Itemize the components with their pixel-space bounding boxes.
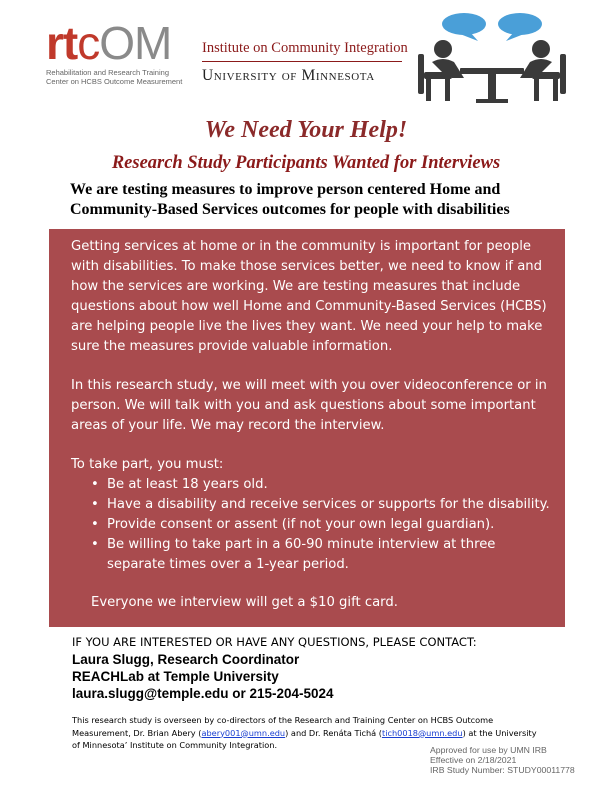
- page-subtitle: Research Study Participants Wanted for Interviews: [111, 153, 501, 173]
- irb-approval-stamp: [430, 745, 610, 775]
- rtcom-sub-line1: Rehabilitation and Research Training: [46, 68, 169, 77]
- ici-logo: [202, 40, 408, 85]
- contact-name: Laura Slugg, Research Coordinator: [72, 652, 300, 667]
- requirements-lead: To take part, you must:: [71, 457, 224, 472]
- requirement-item: • Have a disability and receive services or supports for the disability.: [91, 495, 551, 515]
- irb-line-3: IRB Study Number: STUDY00011778: [430, 765, 575, 775]
- contact-org: REACHLab at Temple University: [72, 669, 279, 684]
- ici-name: Institute on Community Integration: [202, 40, 402, 62]
- abery-email-link[interactable]: abery001@umn.edu: [201, 727, 286, 738]
- irb-line-1: Approved for use by UMN IRB: [430, 745, 547, 755]
- university-name: University of Minnesota: [202, 67, 375, 84]
- gift-card-note: Everyone we interview will get a $10 gift card.: [91, 595, 398, 610]
- rtcom-subtitle: [46, 68, 186, 86]
- ticha-email-link[interactable]: tich0018@umn.edu: [381, 727, 463, 738]
- header: [0, 0, 612, 110]
- meeting-people-icon: [412, 10, 572, 108]
- rtcom-wordmark: [46, 17, 186, 69]
- info-panel: [49, 229, 565, 627]
- rtcom-sub-line2: Center on HCBS Outcome Measurement: [46, 77, 183, 86]
- rtcom-logo: [46, 17, 186, 100]
- requirement-item: • Be at least 18 years old.: [91, 475, 551, 495]
- speech-bubble-right-icon: [498, 13, 542, 41]
- footer-text-3: ) at the University of Minnesota’ Institute on Community Integration.: [72, 727, 537, 750]
- requirement-item: • Provide consent or assent (if not your own legal guardian).: [91, 515, 551, 535]
- irb-line-2: Effective on 2/18/2021: [430, 755, 517, 765]
- requirements-list: [71, 475, 551, 575]
- speech-bubble-left-icon: [442, 13, 486, 41]
- requirement-item: • Be willing to take part in a 60-90 minute interview at three separate times over a 1-year period.: [91, 535, 551, 575]
- logo-c: c: [77, 17, 100, 69]
- logo-rt: rt: [46, 17, 78, 69]
- panel-paragraph-2: In this research study, we will meet with you over videoconference or in person. We will talk with you and ask questions about some important areas of your life. We may record the interview.: [71, 378, 547, 433]
- intro-statement: We are testing measures to improve person centered Home and Community-Based Services outcomes for people with disabilities: [70, 181, 510, 218]
- footer-text-2: ) and Dr. Renáta Tichá (: [285, 727, 382, 738]
- logo-om: OM: [99, 17, 172, 69]
- page-title: We Need Your Help!: [204, 117, 408, 143]
- panel-paragraph-1: Getting services at home or in the community is important for people with disabilities. To make those services better, we need to know if and how the services are working. We are testing measures that include questions about how well Home and Community-Based Services (HCBS) are helping people live the lives they want. We need your help to make sure the measures provide valuable information.: [71, 239, 547, 354]
- contact-block: [72, 634, 572, 702]
- contact-email-phone: laura.slugg@temple.edu or 215-204-5024: [72, 686, 334, 701]
- table-icon: [460, 68, 524, 103]
- person-left-icon: [418, 40, 464, 101]
- footer-text-1: This research study is overseen by co-directors of the Research and Training Center on HCBS Outcome Measurement, Dr. Brian Abery (: [72, 715, 494, 738]
- person-right-icon: [520, 40, 566, 101]
- contact-lead: IF YOU ARE INTERESTED OR HAVE ANY QUESTIONS, PLEASE CONTACT:: [72, 635, 477, 649]
